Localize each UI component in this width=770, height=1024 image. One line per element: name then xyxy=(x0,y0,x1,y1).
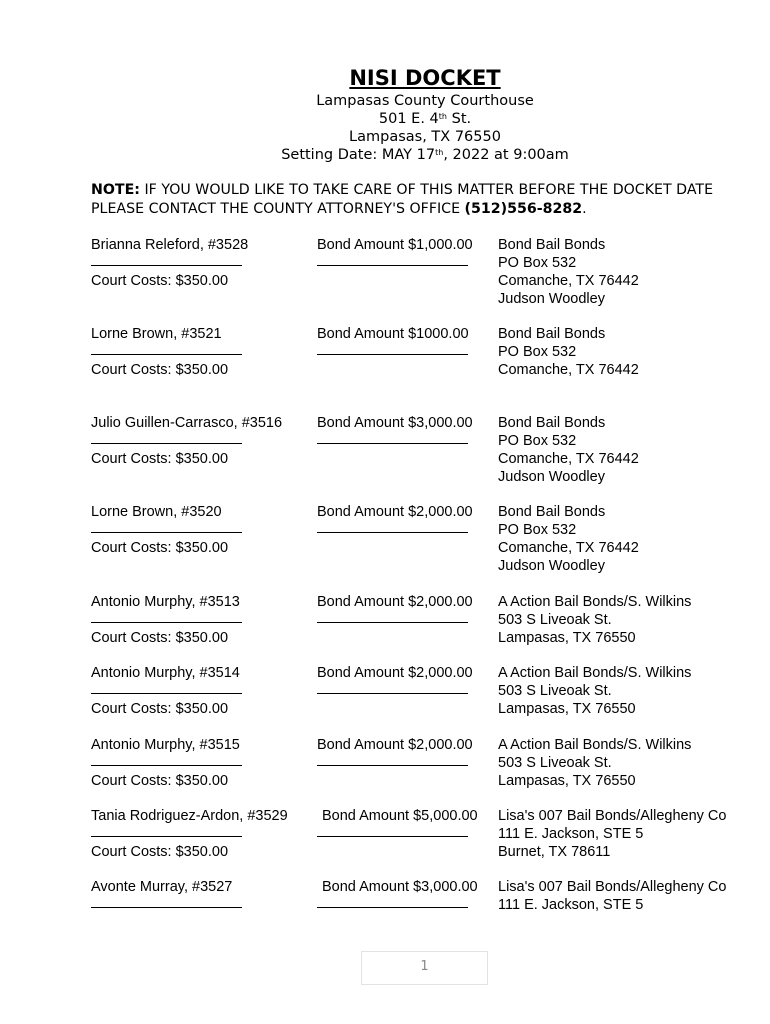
defendant-name: Lorne Brown, #3520 xyxy=(91,504,222,520)
court-costs: Court Costs: $350.00 xyxy=(91,362,229,378)
address-line: Bond Bail Bonds xyxy=(498,326,606,342)
courthouse-city: Lampasas, TX 76550 xyxy=(349,129,501,145)
address-line: Burnet, TX 78611 xyxy=(498,844,611,860)
docket-header xyxy=(0,64,770,164)
page-number: 1 xyxy=(361,951,488,985)
bond-amount: Bond Amount $1,000.00 xyxy=(317,237,473,253)
address-line: PO Box 532 xyxy=(498,344,577,360)
court-costs: Court Costs: $350.00 xyxy=(91,630,229,646)
bond-signature-line xyxy=(317,532,468,533)
bond-signature-line xyxy=(317,907,468,908)
signature-line xyxy=(91,836,242,837)
address-line: A Action Bail Bonds/S. Wilkins xyxy=(498,737,692,753)
defendant-name: Tania Rodriguez-Ardon, #3529 xyxy=(91,808,288,824)
address-line: Lisa's 007 Bail Bonds/Allegheny Co xyxy=(498,808,727,824)
defendant-name: Avonte Murray, #3527 xyxy=(91,879,233,895)
bond-amount: Bond Amount $3,000.00 xyxy=(317,415,473,431)
setting-date: Setting Date: MAY 17th, 2022 at 9:00am xyxy=(281,147,569,163)
bond-signature-line xyxy=(317,354,468,355)
docket-entry xyxy=(0,503,770,583)
bondsman-address xyxy=(498,593,691,647)
address-line: Judson Woodley xyxy=(498,558,605,574)
address-line: Comanche, TX 76442 xyxy=(498,273,639,289)
address-line: Lampasas, TX 76550 xyxy=(498,630,636,646)
bondsman-address xyxy=(498,325,639,379)
signature-line xyxy=(91,443,242,444)
defendant-name: Lorne Brown, #3521 xyxy=(91,326,222,342)
docket-title: NISI DOCKET xyxy=(349,66,501,90)
court-costs: Court Costs: $350.00 xyxy=(91,540,229,556)
defendant-name: Brianna Releford, #3528 xyxy=(91,237,249,253)
address-line: Comanche, TX 76442 xyxy=(498,540,639,556)
defendant-name: Antonio Murphy, #3514 xyxy=(91,665,240,681)
address-line: 111 E. Jackson, STE 5 xyxy=(498,826,644,842)
docket-entry xyxy=(0,664,770,744)
signature-line xyxy=(91,265,242,266)
docket-entry xyxy=(0,325,770,405)
court-costs: Court Costs: $350.00 xyxy=(91,273,229,289)
court-costs: Court Costs: $350.00 xyxy=(91,451,229,467)
address-line: Bond Bail Bonds xyxy=(498,237,606,253)
signature-line xyxy=(91,907,242,908)
signature-line xyxy=(91,765,242,766)
court-costs: Court Costs: $350.00 xyxy=(91,844,229,860)
address-line: 111 E. Jackson, STE 5 xyxy=(498,897,644,913)
docket-entry xyxy=(0,414,770,494)
address-line: PO Box 532 xyxy=(498,433,577,449)
bond-amount: Bond Amount $5,000.00 xyxy=(322,808,478,824)
docket-entry xyxy=(0,236,770,316)
signature-line xyxy=(91,693,242,694)
note-line-2: PLEASE CONTACT THE COUNTY ATTORNEY'S OFFICE (512)556-8282. xyxy=(91,201,587,217)
defendant-name: Antonio Murphy, #3515 xyxy=(91,737,240,753)
signature-line xyxy=(91,622,242,623)
docket-note xyxy=(91,181,761,219)
address-line: Lisa's 007 Bail Bonds/Allegheny Co xyxy=(498,879,727,895)
court-costs: Court Costs: $350.00 xyxy=(91,701,229,717)
attorney-phone: (512)556-8282 xyxy=(464,201,583,217)
address-line: Lampasas, TX 76550 xyxy=(498,773,636,789)
address-line: Judson Woodley xyxy=(498,469,605,485)
docket-entry xyxy=(0,593,770,673)
defendant-name: Julio Guillen-Carrasco, #3516 xyxy=(91,415,283,431)
bondsman-address xyxy=(498,878,726,914)
note-line-1: NOTE: IF YOU WOULD LIKE TO TAKE CARE OF THIS MATTER BEFORE THE DOCKET DATE xyxy=(91,182,714,198)
address-line: PO Box 532 xyxy=(498,522,577,538)
address-line: Lampasas, TX 76550 xyxy=(498,701,636,717)
courthouse-street: 501 E. 4th St. xyxy=(378,111,472,127)
address-line: Bond Bail Bonds xyxy=(498,415,606,431)
address-line: 503 S Liveoak St. xyxy=(498,612,612,628)
address-line: A Action Bail Bonds/S. Wilkins xyxy=(498,665,692,681)
bond-amount: Bond Amount $3,000.00 xyxy=(322,879,478,895)
docket-entry xyxy=(0,736,770,816)
docket-entry xyxy=(0,878,770,958)
address-line: Comanche, TX 76442 xyxy=(498,451,639,467)
bondsman-address xyxy=(498,736,691,790)
address-line: Judson Woodley xyxy=(498,291,605,307)
address-line: A Action Bail Bonds/S. Wilkins xyxy=(498,594,692,610)
bond-signature-line xyxy=(317,443,468,444)
bondsman-address xyxy=(498,503,639,575)
bondsman-address xyxy=(498,807,726,861)
address-line: Bond Bail Bonds xyxy=(498,504,606,520)
courthouse-name: Lampasas County Courthouse xyxy=(316,93,534,109)
docket-entry xyxy=(0,807,770,887)
defendant-name: Antonio Murphy, #3513 xyxy=(91,594,240,610)
bond-amount: Bond Amount $2,000.00 xyxy=(317,504,473,520)
bond-amount: Bond Amount $2,000.00 xyxy=(317,594,473,610)
address-line: Comanche, TX 76442 xyxy=(498,362,639,378)
note-label: NOTE: xyxy=(91,182,140,198)
bond-amount: Bond Amount $2,000.00 xyxy=(317,737,473,753)
bondsman-address xyxy=(498,236,639,308)
bond-amount: Bond Amount $2,000.00 xyxy=(317,665,473,681)
address-line: PO Box 532 xyxy=(498,255,577,271)
address-line: 503 S Liveoak St. xyxy=(498,755,612,771)
signature-line xyxy=(91,532,242,533)
bond-amount: Bond Amount $1000.00 xyxy=(317,326,469,342)
bond-signature-line xyxy=(317,265,468,266)
signature-line xyxy=(91,354,242,355)
bondsman-address xyxy=(498,664,691,718)
bondsman-address xyxy=(498,414,639,486)
bond-signature-line xyxy=(317,836,468,837)
bond-signature-line xyxy=(317,765,468,766)
bond-signature-line xyxy=(317,693,468,694)
court-costs: Court Costs: $350.00 xyxy=(91,773,229,789)
address-line: 503 S Liveoak St. xyxy=(498,683,612,699)
bond-signature-line xyxy=(317,622,468,623)
